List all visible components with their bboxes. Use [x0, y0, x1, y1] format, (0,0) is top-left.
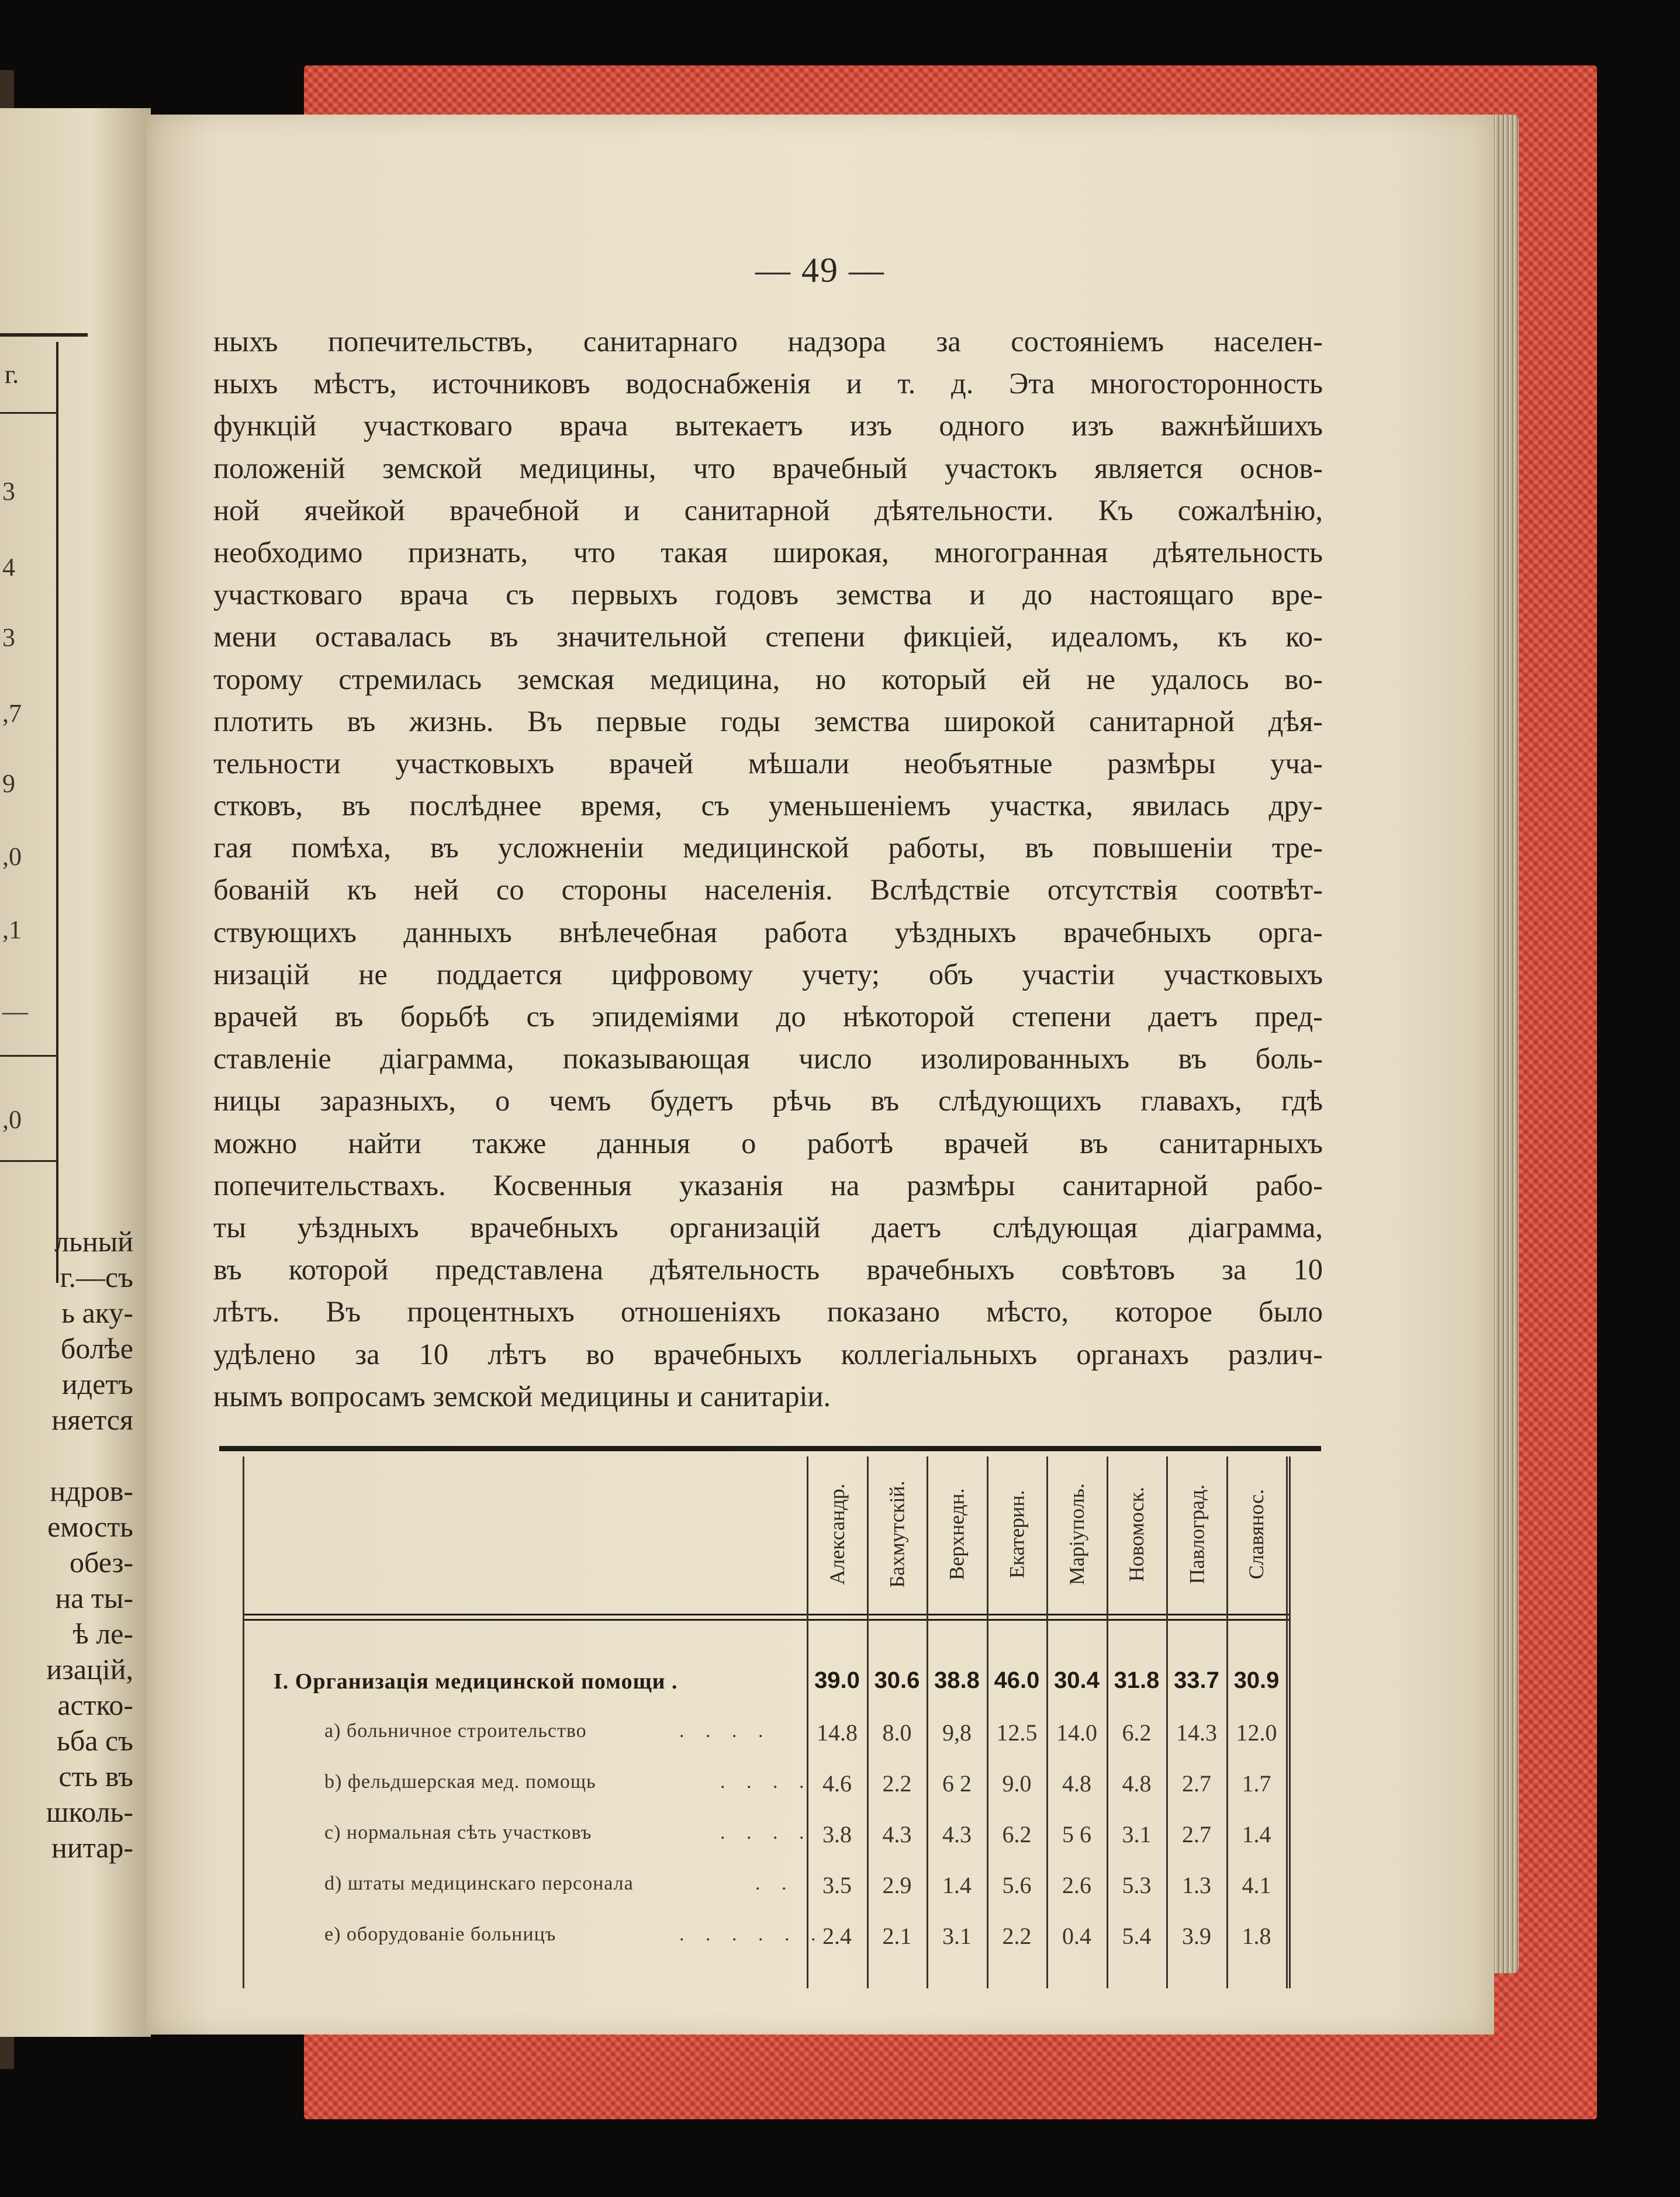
table-cell: 5 6: [1062, 1821, 1091, 1847]
left-page-line: астко-: [57, 1689, 133, 1721]
table-cell: 3.1: [1122, 1821, 1152, 1847]
left-page-line: ь аку-: [61, 1296, 133, 1329]
table-cell: 6 2: [942, 1770, 972, 1797]
table-cell: 3.5: [822, 1872, 852, 1898]
paragraph-line: ной ячейкой врачебной и санитарной дѣятельности. Къ сожалѣнію,: [213, 493, 1323, 527]
left-page-line: нитар-: [51, 1831, 133, 1864]
table-cell: 30.6: [874, 1667, 920, 1693]
left-page-number: ,0: [2, 1105, 22, 1134]
table-section-label: I. Организація медицинской помощи .: [274, 1669, 678, 1694]
table-cell: 30.9: [1233, 1667, 1280, 1693]
table-cell: 1.4: [942, 1872, 972, 1898]
column-header: [988, 1461, 1046, 1607]
table-header-rule: [243, 1614, 1289, 1615]
table-row-label: d) штаты медицинскаго персонала: [324, 1873, 634, 1894]
left-page-rule: [0, 1160, 56, 1162]
column-header: [808, 1461, 866, 1607]
column-header: [1228, 1461, 1286, 1607]
paragraph-line: ныхъ попечительствъ, санитарнаго надзора за состояніемъ населен-: [213, 325, 1323, 358]
left-page-number: 3: [2, 477, 15, 506]
leader-dots: . . . .: [720, 1822, 813, 1843]
left-page-line: болѣе: [60, 1332, 133, 1365]
paragraph-line: нымъ вопросамъ земской медицины и санитаріи.: [213, 1379, 831, 1413]
table-cell: 4.8: [1122, 1770, 1152, 1797]
column-header-label: Славянос.: [1245, 1489, 1268, 1580]
left-page-line: няется: [51, 1403, 133, 1436]
leader-dots: . . . . . .: [679, 1923, 824, 1945]
page-number: — 49 —: [755, 251, 885, 289]
leader-dots: . . . .: [720, 1771, 813, 1793]
column-header-label: Верхнедн.: [945, 1488, 969, 1580]
table-cell: 6.2: [1122, 1719, 1152, 1746]
left-page-number: ,1: [2, 915, 22, 944]
table-cell: 3.1: [942, 1923, 972, 1949]
column-header: [868, 1461, 927, 1607]
table-cell: 14.8: [817, 1719, 858, 1746]
body-paragraph: [213, 320, 1323, 1417]
paragraph-line: ствующихъ данныхъ внѣлечебная работа уѣздныхъ врачебныхъ орга-: [213, 915, 1323, 949]
left-page-rule: [0, 1055, 56, 1057]
table-cell: 4.3: [882, 1821, 912, 1847]
paragraph-line: ницы заразныхъ, о чемъ будетъ рѣчь въ слѣдующихъ главахъ, гдѣ: [213, 1084, 1323, 1117]
table-cell: 38.8: [934, 1667, 980, 1693]
paragraph-line: ты уѣздныхъ врачебныхъ организацій даетъ слѣдующая діаграмма,: [213, 1210, 1323, 1244]
left-page-line: изацій,: [46, 1653, 133, 1686]
column-header: [1048, 1461, 1106, 1607]
left-page-line: идетъ: [61, 1368, 133, 1400]
table-header-rule: [243, 1619, 1289, 1621]
paragraph-line: мени оставалась въ значительной степени фикціей, идеаломъ, къ ко-: [213, 620, 1323, 653]
table-row-label: a) больничное строительство: [324, 1720, 587, 1742]
table-cell: 4.1: [1242, 1872, 1271, 1898]
left-page-rule: [0, 333, 88, 337]
paragraph-line: гая помѣха, въ усложненіи медицинской работы, въ повышеніи тре-: [213, 831, 1323, 864]
left-page-column-rule: [56, 342, 58, 1283]
paragraph-line: лѣтъ. Въ процентныхъ отношеніяхъ показано мѣсто, которое было: [213, 1295, 1323, 1328]
left-page-line: ндров-: [50, 1475, 133, 1507]
table-cell: 2.7: [1182, 1770, 1211, 1797]
table-cell: 2.7: [1182, 1821, 1211, 1847]
table-cell: 14.3: [1176, 1719, 1217, 1746]
table-cell: 3.8: [822, 1821, 852, 1847]
paragraph-line: въ которой представлена дѣятельность врачебныхъ совѣтовъ за 10: [213, 1253, 1323, 1286]
table-cell: 2.1: [882, 1923, 912, 1949]
left-page-number: ,7: [2, 699, 22, 728]
paragraph-line: низацій не поддается цифровому учету; объ участіи участковыхъ: [213, 957, 1323, 991]
table-cell: 5.3: [1122, 1872, 1152, 1898]
table-cell: 0.4: [1062, 1923, 1091, 1949]
paragraph-line: попечительствахъ. Косвенныя указанія на размѣры санитарной рабо-: [213, 1168, 1323, 1202]
table-cell: 9,8: [942, 1719, 972, 1746]
table-cell: 2.4: [822, 1923, 852, 1949]
left-page-line: обез-: [70, 1546, 133, 1579]
table-row-label: b) фельдшерская мед. помощь: [324, 1771, 596, 1793]
table-row-label: e) оборудованіе больницъ: [324, 1923, 556, 1945]
column-header-label: Бахмутскій.: [885, 1480, 909, 1588]
paragraph-line: участковаго врача съ первыхъ годовъ земства и до настоящаго вре-: [213, 578, 1323, 611]
paragraph-line: бованій къ ней со стороны населенія. Вслѣдствіе отсутствія соотвѣт-: [213, 873, 1323, 907]
table-cell: 1.4: [1242, 1821, 1271, 1847]
left-page-number: 3: [2, 623, 15, 652]
paragraph-line: врачей въ борьбѣ съ эпидеміями до нѣкоторой степени даетъ пред-: [213, 1000, 1323, 1033]
left-page-line: сть въ: [58, 1760, 133, 1793]
table-cell: 2.2: [882, 1770, 912, 1797]
paragraph-line: ныхъ мѣстъ, источниковъ водоснабженія и т. д. Эта многосторонность: [213, 367, 1323, 400]
column-header-label: Павлоград.: [1185, 1484, 1208, 1584]
leader-dots: . . . .: [679, 1720, 772, 1742]
left-page-line: г.—съ: [60, 1261, 133, 1293]
table-cell: 9.0: [1002, 1770, 1032, 1797]
left-page-number: 4: [2, 553, 15, 582]
table-cell: 12.0: [1236, 1719, 1277, 1746]
table-cell: 30.4: [1054, 1667, 1100, 1693]
left-page-line: на ты-: [55, 1582, 133, 1614]
paragraph-line: удѣлено за 10 лѣтъ во врачебныхъ коллегіальныхъ органахъ различ-: [213, 1337, 1323, 1371]
paragraph-line: плотить въ жизнь. Въ первые годы земства широкой санитарной дѣя-: [213, 704, 1323, 738]
column-header-label: Маріуполь.: [1065, 1483, 1089, 1586]
left-page-line: льный: [54, 1225, 133, 1258]
table-cell: 14.0: [1056, 1719, 1097, 1746]
table-cell: 6.2: [1002, 1821, 1032, 1847]
table-cell: 31.8: [1114, 1667, 1160, 1693]
paragraph-line: тельности участковыхъ врачей мѣшали необъятные размѣры уча-: [213, 746, 1323, 780]
table-cell: 2.2: [1002, 1923, 1032, 1949]
paragraph-line: положеній земской медицины, что врачебный участокъ является основ-: [213, 451, 1323, 485]
table-right-rule: [1289, 1456, 1291, 1988]
column-header: [1108, 1461, 1166, 1607]
left-page-header: г.: [5, 360, 19, 389]
left-page: [0, 108, 151, 2037]
table-cell: 4.6: [822, 1770, 852, 1797]
table-cell: 39.0: [814, 1667, 860, 1693]
table-cell: 46.0: [994, 1667, 1040, 1693]
left-page-line: емость: [47, 1510, 133, 1543]
table-cell: 5.6: [1002, 1872, 1032, 1898]
left-page-line: ѣ ле-: [72, 1617, 133, 1650]
table-cell: 2.9: [882, 1872, 912, 1898]
column-header: [1167, 1461, 1226, 1607]
paragraph-line: необходимо признать, что такая широкая, многогранная дѣятельность: [213, 535, 1323, 569]
column-header-label: Александр.: [825, 1483, 849, 1585]
left-page-rule: [0, 412, 56, 414]
page-edges: [1492, 115, 1519, 1973]
table-cell: 5.4: [1122, 1923, 1152, 1949]
column-header: [928, 1461, 986, 1607]
table-cell: 33.7: [1174, 1667, 1219, 1693]
table-cell: 2.6: [1062, 1872, 1091, 1898]
paragraph-line: можно найти также данныя о работѣ врачей въ санитарныхъ: [213, 1126, 1323, 1160]
left-page-number: —: [2, 997, 28, 1026]
table-top-rule: [219, 1446, 1321, 1451]
table-cell: 12.5: [996, 1719, 1038, 1746]
column-header-label: Новомоск.: [1125, 1486, 1149, 1582]
leader-dots: . .: [755, 1873, 795, 1894]
left-page-number: ,0: [2, 842, 22, 871]
table-cell: 1.8: [1242, 1923, 1271, 1949]
left-page-line: школь-: [46, 1795, 133, 1828]
left-page-number: 9: [2, 769, 15, 798]
column-header-label: Екатерин.: [1005, 1490, 1029, 1579]
table-cell: 4.8: [1062, 1770, 1091, 1797]
table-cell: 8.0: [882, 1719, 912, 1746]
table-cell: 3.9: [1182, 1923, 1211, 1949]
table-cell: 1.7: [1242, 1770, 1271, 1797]
left-page-line: ьба съ: [57, 1724, 133, 1757]
table-cell: 1.3: [1182, 1872, 1211, 1898]
table-left-rule: [243, 1456, 244, 1988]
paragraph-line: торому стремилась земская медицина, но который ей не удалось во-: [213, 662, 1323, 696]
table-cell: 4.3: [942, 1821, 972, 1847]
paragraph-line: ставленіе діаграмма, показывающая число изолированныхъ въ боль-: [213, 1042, 1323, 1075]
table-row-label: c) нормальная сѣть участковъ: [324, 1822, 592, 1843]
paragraph-line: функцій участковаго врача вытекаетъ изъ одного изъ важнѣйшихъ: [213, 409, 1323, 442]
table-column-rule: [1286, 1456, 1288, 1988]
paragraph-line: стковъ, въ послѣднее время, съ уменьшеніемъ участка, явилась дру-: [213, 789, 1323, 822]
